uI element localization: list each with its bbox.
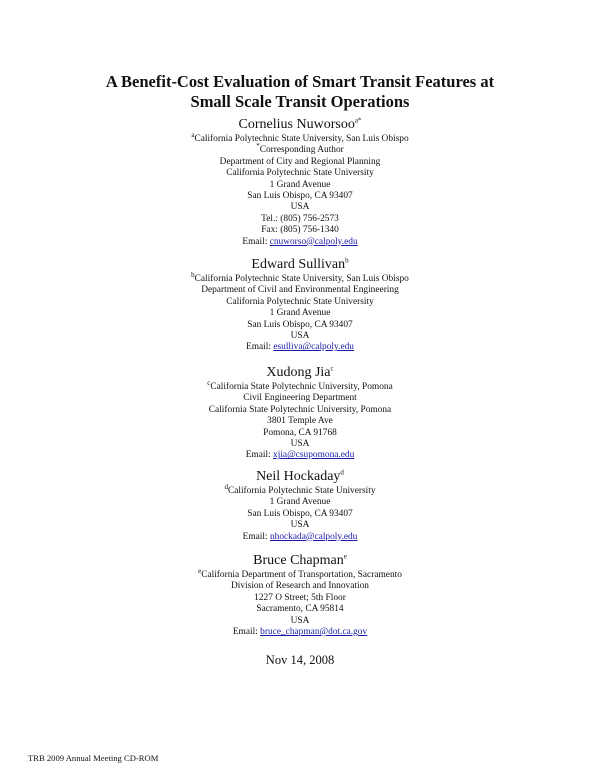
paper-title-line-1: A Benefit-Cost Evaluation of Smart Transit Features at <box>105 72 495 91</box>
affiliation-line: California State Polytechnic University, Pomona <box>208 404 392 415</box>
author-block-hockaday <box>0 468 600 543</box>
affiliation-line: $^d$California Polytechnic State University <box>224 482 376 496</box>
address-line: Pomona, CA 91768 <box>263 427 337 438</box>
address-line: 1 Grand Avenue <box>269 179 331 190</box>
author-block-nuworsoo <box>0 116 600 248</box>
address-line: USA <box>290 520 310 531</box>
email-line: Email: bruce_chapman@dot.ca.gov <box>232 627 368 638</box>
address-line: Sacramento, CA 95814 <box>256 604 344 615</box>
phone-line: Tel.: (805) 756-2573 <box>261 213 339 224</box>
email-link[interactable]: xjia@csupomona.edu <box>273 450 355 461</box>
address-line: 1 Grand Avenue <box>269 497 331 508</box>
address-line: USA <box>290 202 310 213</box>
address-line: 1 Grand Avenue <box>269 308 331 319</box>
affiliation-line: $^b$California Polytechnic State University, San Luis Obispo <box>191 270 409 284</box>
paper-date: Nov 14, 2008 <box>265 653 335 667</box>
email-link[interactable]: esulliva@calpoly.edu <box>273 342 354 353</box>
author-block-sullivan <box>0 256 600 354</box>
address-line: USA <box>290 331 310 342</box>
author-name: Bruce Chapman$^e$ <box>253 552 347 568</box>
email-line: Email: esulliva@calpoly.edu <box>245 342 354 353</box>
affiliation-line: California Polytechnic State University <box>226 168 374 179</box>
address-line: 1227 O Street; 5th Floor <box>254 592 346 603</box>
page-footer: TRB 2009 Annual Meeting CD-ROM <box>28 753 159 763</box>
affiliation-line: $^a$California Polytechnic State University, San Luis Obispo <box>191 130 409 144</box>
author-block-jia <box>0 364 600 462</box>
affiliation-line: $^c$California State Polytechnic University, Pomona <box>207 378 393 392</box>
address-line: San Luis Obispo, CA 93407 <box>247 508 353 519</box>
address-line: USA <box>290 439 310 450</box>
address-line: San Luis Obispo, CA 93407 <box>247 319 353 330</box>
address-line: San Luis Obispo, CA 93407 <box>247 191 353 202</box>
affiliation-line: Department of Civil and Environmental Engineering <box>201 285 399 296</box>
email-link[interactable]: nhockada@calpoly.edu <box>269 531 358 542</box>
address-line: USA <box>290 615 310 626</box>
paper-title-line-2: Small Scale Transit Operations <box>190 92 410 111</box>
author-name: Neil Hockaday$^d$ <box>256 468 344 484</box>
affiliation-line: Civil Engineering Department <box>243 393 357 404</box>
affiliation-line: Division of Research and Innovation <box>231 581 369 592</box>
author-name: Cornelius Nuworsoo$^{a*}$ <box>238 116 362 132</box>
author-name: Xudong Jia$^c$ <box>266 364 334 380</box>
fax-line: Fax: (805) 756-1340 <box>261 225 339 236</box>
email-line: Email: xjia@csupomona.edu <box>245 450 355 461</box>
affiliation-line: California Polytechnic State University <box>226 296 374 307</box>
email-line: Email: cnuworso@calpoly.edu <box>242 236 358 247</box>
email-link[interactable]: bruce_chapman@dot.ca.gov <box>260 627 368 638</box>
affiliation-line: Department of City and Regional Planning <box>219 156 381 167</box>
affiliation-line: $^e$California Department of Transportation, Sacramento <box>198 566 402 580</box>
affiliation-line: *Corresponding Author <box>256 142 344 156</box>
author-name: Edward Sullivan$^b$ <box>251 256 349 272</box>
author-block-chapman <box>0 552 600 638</box>
email-line: Email: nhockada@calpoly.edu <box>242 531 358 542</box>
email-link[interactable]: cnuworso@calpoly.edu <box>269 236 358 247</box>
address-line: 3801 Temple Ave <box>267 416 333 427</box>
